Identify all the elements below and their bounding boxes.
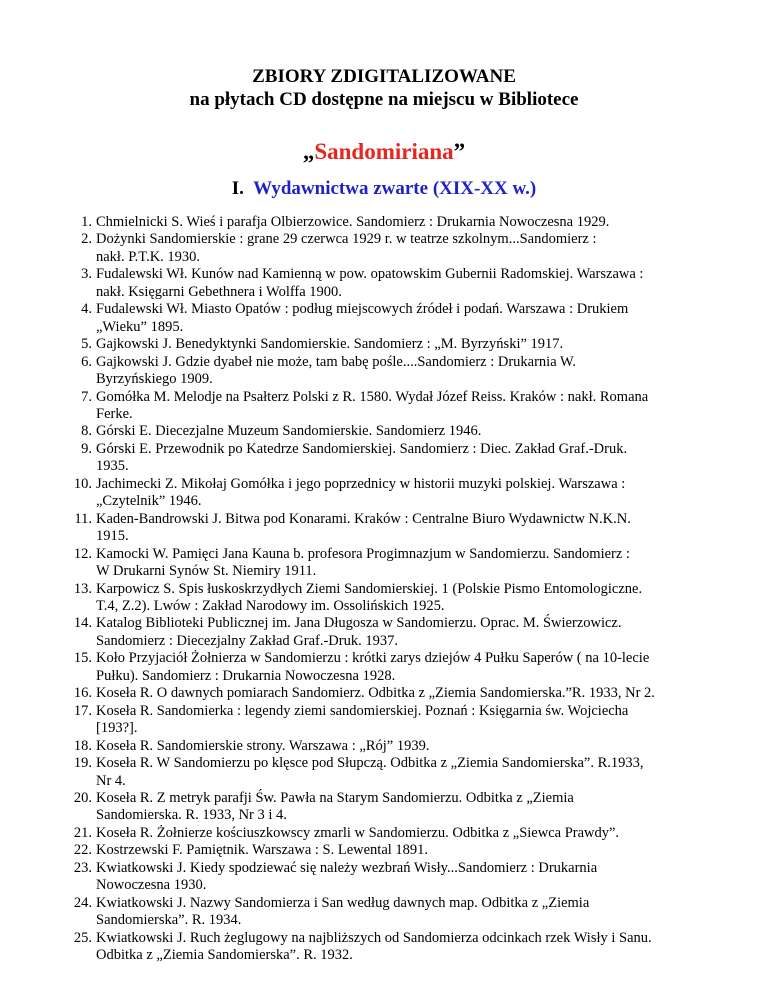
list-item xyxy=(0,214,768,231)
list-item-text-line: Koseła R. Z metryk parafji Św. Pawła na Starym Sandomierzu. Odbitka z „Ziemia xyxy=(96,789,574,806)
list-item xyxy=(0,860,768,895)
list-item-text-line: W Drukarni Synów St. Niemiry 1911. xyxy=(96,563,317,580)
list-item xyxy=(0,650,768,685)
list-item-number: 22. xyxy=(73,842,92,859)
list-item-text-line: Chmielnicki S. Wieś i parafja Olbierzowice. Sandomierz : Drukarnia Nowoczesna 1929. xyxy=(96,214,610,230)
list-item-text-line: Kwiatkowski J. Nazwy Sandomierza i San według dawnych map. Odbitka z „Ziemia xyxy=(96,894,590,911)
list-item-number: 18. xyxy=(73,737,92,754)
list-item-text-line: Jachimecki Z. Mikołaj Gomółka i jego poprzednicy w historii muzyki polskiej. Warszawa : xyxy=(96,475,626,492)
list-item-text-line: Kwiatkowski J. Ruch żeglugowy na najbliższych od Sandomierza odcinkach rzek Wisły i Sanu. xyxy=(96,929,652,946)
list-item-number: 3. xyxy=(81,266,92,283)
list-item xyxy=(0,546,768,581)
list-item-text-line: Koseła R. Żołnierze kościuszkowscy zmarli w Sandomierzu. Odbitka z „Siewca Prawdy”. xyxy=(96,824,620,841)
list-item-text-line: Sandomierska. R. 1933, Nr 3 i 4. xyxy=(96,807,287,824)
list-item-text-line: Nowoczesna 1930. xyxy=(96,877,207,894)
section-heading xyxy=(0,178,768,200)
section-numeral: I. xyxy=(231,178,244,199)
list-item-number: 8. xyxy=(81,423,92,440)
list-item-text-line: Gomółka M. Melodje na Psałterz Polski z R. 1580. Wydał Józef Reiss. Kraków : nakł. Romana xyxy=(96,388,649,405)
list-item-text-line: Gajkowski J. Gdzie dyabeł nie może, tam babę pośle....Sandomierz : Drukarnia W. xyxy=(96,353,576,370)
list-item xyxy=(0,336,768,353)
list-item xyxy=(0,825,768,842)
list-item-number: 20. xyxy=(73,789,92,806)
list-item-text-line: Górski E. Diecezjalne Muzeum Sandomierskie. Sandomierz 1946. xyxy=(96,423,482,440)
document-heading-line-1: ZBIORY ZDIGITALIZOWANE xyxy=(252,66,516,87)
list-item xyxy=(0,354,768,389)
list-item-text-line: „Wieku” 1895. xyxy=(96,318,184,335)
list-item xyxy=(0,231,768,266)
list-item-number: 15. xyxy=(73,650,92,667)
list-item-text-line: Kwiatkowski J. Kiedy spodziewać się należy wezbrań Wisły...Sandomierz : Drukarnia xyxy=(96,859,598,876)
list-item-text-line: Koseła R. Sandomierskie strony. Warszawa : „Rój” 1939. xyxy=(96,737,430,754)
list-item xyxy=(0,790,768,825)
list-item-text-line: Kaden-Bandrowski J. Bitwa pod Konarami. Kraków : Centralne Biuro Wydawnictw N.K.N. xyxy=(96,510,631,527)
list-item-number: 24. xyxy=(73,894,92,911)
list-item-text-line: Sandomierska”. R. 1934. xyxy=(96,912,242,929)
list-item xyxy=(0,511,768,546)
list-item xyxy=(0,615,768,650)
list-item-text-line: 1935. xyxy=(96,458,129,475)
list-item-number: 7. xyxy=(81,388,92,405)
list-item-number: 2. xyxy=(81,231,92,248)
list-item-number: 1. xyxy=(81,214,92,230)
list-item-text-line: Katalog Biblioteki Publicznej im. Jana Długosza w Sandomierzu. Oprac. M. Świerzowicz. xyxy=(96,615,622,632)
list-item-text-line: Pułku). Sandomierz : Drukarnia Nowoczesna 1928. xyxy=(96,667,396,684)
list-item-text-line: Koseła R. W Sandomierzu po klęsce pod Słupczą. Odbitka z „Ziemia Sandomierska”. R.1933, xyxy=(96,755,644,772)
list-item xyxy=(0,685,768,702)
list-item-text-line: Kostrzewski F. Pamiętnik. Warszawa : S. Lewental 1891. xyxy=(96,842,429,859)
list-item-text-line: Karpowicz S. Spis łuskoskrzydłych Ziemi Sandomierskiej. 1 (Polskie Pismo Entomologiczne. xyxy=(96,580,643,597)
list-item-number: 23. xyxy=(73,859,92,876)
list-item-number: 9. xyxy=(81,440,92,457)
list-item-number: 5. xyxy=(81,336,92,353)
list-item-text-line: Górski E. Przewodnik po Katedrze Sandomierskiej. Sandomierz : Diec. Zakład Graf.-Druk. xyxy=(96,440,628,457)
list-item xyxy=(0,266,768,301)
list-item-text-line: Koło Przyjaciół Żołnierza w Sandomierzu : krótki zarys dziejów 4 Pułku Saperów ( na 10-lecie xyxy=(96,650,650,667)
list-item-number: 6. xyxy=(81,353,92,370)
collection-title xyxy=(0,139,768,165)
list-item-text-line: Fudalewski Wł. Kunów nad Kamienną w pow. opatowskim Gubernii Radomskiej. Warszawa : xyxy=(96,266,644,283)
list-item xyxy=(0,895,768,930)
list-item-number: 17. xyxy=(73,702,92,719)
list-item-text-line: „Czytelnik” 1946. xyxy=(96,493,202,510)
list-item-text-line: nakł. Księgarni Gebethnera i Wolffa 1900. xyxy=(96,283,342,300)
document-heading-line-2: na płytach CD dostępne na miejscu w Bibliotece xyxy=(189,89,579,110)
list-item xyxy=(0,476,768,511)
list-item-text-line: Kamocki W. Pamięci Jana Kauna b. profesora Progimnazjum w Sandomierzu. Sandomierz : xyxy=(96,545,630,562)
list-item-number: 16. xyxy=(73,685,92,702)
list-item-number: 10. xyxy=(73,475,92,492)
list-item-number: 14. xyxy=(73,615,92,632)
list-item xyxy=(0,930,768,965)
list-item-text-line: Koseła R. O dawnych pomiarach Sandomierz. Odbitka z „Ziemia Sandomierska.”R. 1933, Nr 2. xyxy=(96,685,655,702)
list-item xyxy=(0,441,768,476)
bibliography-list xyxy=(0,214,768,964)
list-item xyxy=(0,301,768,336)
list-item-text-line: [193?]. xyxy=(96,720,138,737)
list-item xyxy=(0,842,768,859)
list-item-number: 12. xyxy=(73,545,92,562)
list-item-text-line: Odbitka z „Ziemia Sandomierska”. R. 1932. xyxy=(96,947,353,964)
collection-name: Sandomiriana xyxy=(314,139,454,164)
list-item-text-line: nakł. P.T.K. 1930. xyxy=(96,248,201,265)
list-item-text-line: T.4, Z.2). Lwów : Zakład Narodowy im. Ossolińskich 1925. xyxy=(96,597,445,614)
list-item xyxy=(0,755,768,790)
list-item-text-line: Fudalewski Wł. Miasto Opatów : podług miejscowych źródeł i podań. Warszawa : Drukiem xyxy=(96,301,629,318)
list-item-number: 11. xyxy=(74,510,92,527)
list-item-number: 13. xyxy=(73,580,92,597)
list-item-text-line: Gajkowski J. Benedyktynki Sandomierskie. Sandomierz : „M. Byrzyński” 1917. xyxy=(96,336,564,353)
section-title: Wydawnictwa zwarte (XIX-XX w.) xyxy=(253,178,537,199)
list-item xyxy=(0,738,768,755)
list-item-number: 4. xyxy=(81,301,92,318)
list-item-number: 25. xyxy=(73,929,92,946)
list-item-number: 19. xyxy=(73,755,92,772)
list-item-text-line: Nr 4. xyxy=(96,772,126,789)
list-item-text-line: Byrzyńskiego 1909. xyxy=(96,371,213,388)
list-item xyxy=(0,581,768,616)
list-item-text-line: Dożynki Sandomierskie : grane 29 czerwca 1929 r. w teatrze szkolnym...Sandomierz : xyxy=(96,231,597,248)
list-item xyxy=(0,389,768,424)
collection-open-quote: „ xyxy=(302,139,315,164)
list-item-text-line: 1915. xyxy=(96,528,129,545)
list-item-text-line: Koseła R. Sandomierka : legendy ziemi sandomierskiej. Poznań : Księgarnia św. Wojciecha xyxy=(96,702,629,719)
list-item xyxy=(0,703,768,738)
list-item-text-line: Ferke. xyxy=(96,405,133,422)
list-item-number: 21. xyxy=(73,824,92,841)
list-item xyxy=(0,423,768,440)
list-item-text-line: Sandomierz : Diecezjalny Zakład Graf.-Druk. 1937. xyxy=(96,632,398,649)
collection-close-quote: ” xyxy=(453,139,466,164)
